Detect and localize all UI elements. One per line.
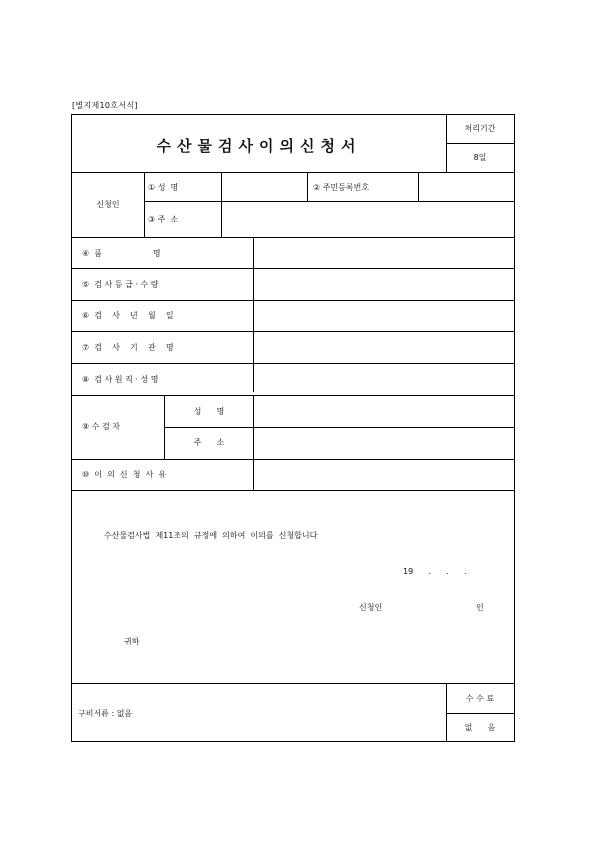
recipient-label: ⑨ 수 검 자 bbox=[82, 422, 120, 431]
fee-value: 없 음 bbox=[464, 723, 496, 732]
resident-number-label: ② 주민등록번호 bbox=[313, 183, 370, 192]
applicant-name-field[interactable] bbox=[222, 173, 306, 201]
applicant-label: 신청인 bbox=[96, 200, 120, 209]
grade-quantity-label: ⑤ 검 사 등 급 · 수 량 bbox=[82, 280, 159, 289]
form-title: 수산물검사이의신청서 bbox=[156, 137, 362, 155]
divider bbox=[446, 713, 515, 714]
reason-label: ⑩ 이 의 신 청 사 유 bbox=[82, 470, 167, 479]
inspection-agency-label: ⑦ 검 사 기 관 명 bbox=[82, 343, 174, 352]
resident-number-field[interactable] bbox=[419, 173, 515, 201]
statement-text: 수산물검사법 제11조의 규정에 의하여 이의를 신청합니다 bbox=[104, 531, 318, 540]
application-date: 19 . . . bbox=[403, 567, 467, 576]
divider bbox=[446, 143, 515, 144]
addressee-honorific: 귀하 bbox=[124, 637, 140, 646]
recipient-address-label: 주 소 bbox=[193, 438, 225, 447]
grade-quantity-field[interactable] bbox=[254, 269, 515, 300]
recipient-name-label: 성 명 bbox=[193, 407, 225, 416]
divider bbox=[72, 683, 515, 684]
divider bbox=[72, 490, 515, 491]
fee-label: 수 수 료 bbox=[465, 694, 495, 703]
applicant-address-field[interactable] bbox=[222, 202, 515, 237]
processing-period-label: 처리기간 bbox=[464, 124, 496, 133]
applicant-name-label: ① 성 명 bbox=[148, 183, 179, 192]
inspector-title-name-field[interactable] bbox=[254, 364, 515, 392]
seal-mark: 인 bbox=[476, 603, 484, 612]
reason-field[interactable] bbox=[254, 460, 515, 490]
processing-period-value: 8일 bbox=[473, 153, 487, 162]
inspection-date-label: ⑥ 검 사 년 월 일 bbox=[82, 311, 174, 320]
recipient-address-field[interactable] bbox=[254, 428, 515, 459]
form-number: [별지제10호서식] bbox=[72, 101, 138, 110]
inspector-title-name-label: ⑧ 검 사 원 직 · 성 명 bbox=[82, 375, 159, 384]
recipient-name-field[interactable] bbox=[254, 396, 515, 427]
inspection-date-field[interactable] bbox=[254, 301, 515, 331]
item-name-label: ④ 품 명 bbox=[82, 249, 161, 258]
applicant-signature-label: 신청인 bbox=[359, 603, 383, 612]
application-form bbox=[71, 114, 515, 742]
divider bbox=[307, 172, 308, 201]
item-name-field[interactable] bbox=[254, 238, 515, 268]
inspection-agency-field[interactable] bbox=[254, 332, 515, 363]
applicant-address-label: ③ 주 소 bbox=[148, 215, 179, 224]
required-documents: 구비서류 : 없음 bbox=[78, 709, 133, 718]
divider bbox=[144, 172, 145, 237]
